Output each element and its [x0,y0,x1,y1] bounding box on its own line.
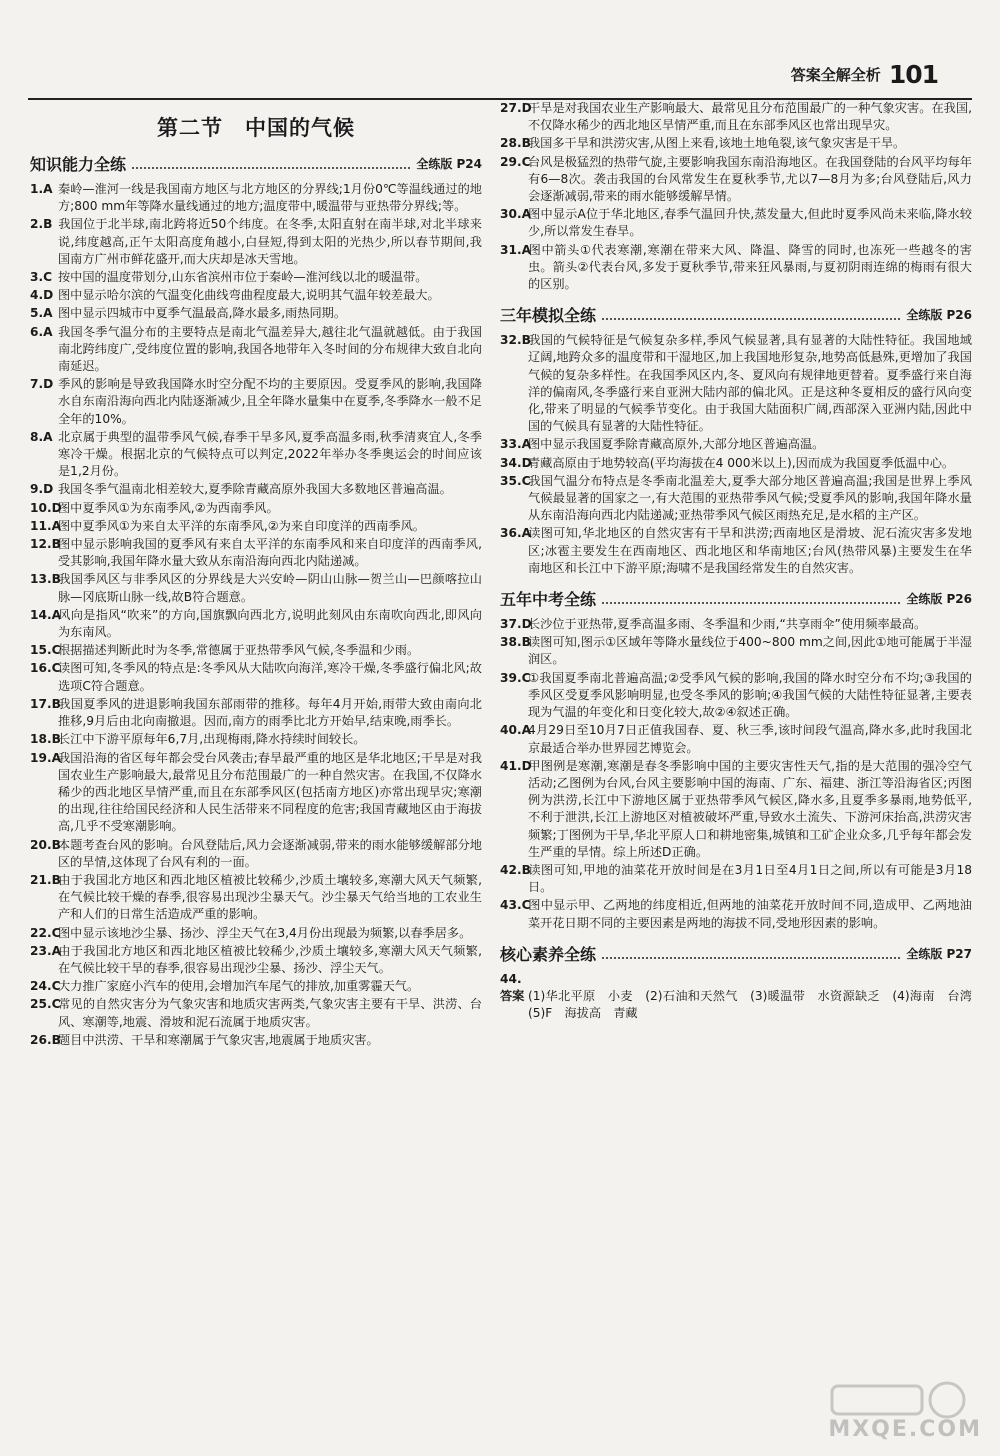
answer-item [500,634,972,668]
section-heading-core [500,942,972,965]
answer-number: 36.A [500,526,532,541]
answer-text: 图中显示甲、乙两地的纬度相近,但两地的油菜花开放时间不同,造成甲、乙两地油菜开花日期不同的主要因素是两地的海拔不同,受地形因素的影响。 [528,898,972,930]
answer-text: 图中显示影响我国的夏季风有来自太平洋的东南季风和来自印度洋的西南季风,受其影响,我国年降水量大致从东南沿海向西北内陆递减。 [58,537,482,569]
answer-item [30,660,482,694]
answer-item [500,670,972,722]
answer-text: 我国冬季气温分布的主要特点是南北气温差异大,越往北气温就越低。由于我国南北跨纬度广,受纬度位置的影响,我国各地带年入冬时间的分布规律大致自北向南延迟。 [58,324,482,374]
answer-number: 44.答案 [500,971,525,1003]
watermark-stamp-icon [812,1380,982,1420]
answer-text: 我国位于北半球,南北跨将近50个纬度。在冬季,太阳直射在南半球,对北半球来说,纬度越高,正午太阳高度角越小,白昼短,得到太阳的光热少,所以春节期间,我国南方广州市鲜花盛开,而大庆却是冰天雪地。 [58,217,482,266]
answer-text: ①我国夏季南北普遍高温;②受季风气候的影响,我国的降水时空分布不均;③我国的季风区受夏季风影响明显,也受冬季风的影响;④我国气候的大陆性特征显著,主要表现为气温的年变化和日变化较大,故②④叙述正确。 [528,670,972,720]
section-heading-ref: 全练版 P27 [906,946,972,961]
answer-item [30,500,482,517]
answer-text: 4月29日至10月7日正值我国春、夏、秋三季,该时间段气温高,降水多,此时我国北京最适合举办世界园艺博览会。 [528,723,972,755]
section-heading-ref: 全练版 P26 [906,592,972,607]
answer-text: 我国多干旱和洪涝灾害,从图上来看,该地土地龟裂,该气象灾害是干旱。 [528,136,906,151]
answer-number: 21.B [30,872,61,887]
answer-number: 11.A [30,518,62,533]
dotted-leader [602,593,900,604]
answer-text: 我国的气候特征是气候复杂多样,季风气候显著,具有显著的大陆性特征。我国地域辽阔,地跨众多的温度带和干湿地区,加上我国地形复杂,地势高低悬殊,更增加了我国气候的复杂多样性。在我国季风区内,冬、夏风向有规律地更替着。夏季盛行来自海洋的偏南风,冬季盛行来自亚洲大陆内部的偏北风。正是这种冬夏相反的盛行风向变化,带来了明显的气候季节变化。由于我国大陆面积广阔,西部深入亚洲内陆,因此中国的气候具有显著的大陆性特征。 [528,333,972,434]
answer-number: 8.A [30,429,53,444]
answer-text: 常见的自然灾害分为气象灾害和地质灾害两类,气象灾害主要有干旱、洪涝、台风、寒潮等,地震、滑坡和泥石流属于地质灾害。 [58,997,482,1029]
section-heading-five-year [500,587,972,610]
answer-list-right-d [500,971,985,1023]
answer-text: 我国沿海的省区每年都会受台风袭击;春旱最严重的地区是华北地区;干旱是对我国农业生产影响最大,最常见且分布范围最广的一种自然灾害。在我国,不仅降水稀少的西北地区旱情严重,而且在东部季风区(包括南方地区)亦常出现旱灾;寒潮的出现,往往给国民经济和人民生活带来不同程度的危害;我国青藏地区由于海拔高,几乎不受寒潮影响。 [58,750,482,834]
answer-item [500,100,972,134]
answer-text: 图中显示哈尔滨的气温变化曲线弯曲程度最大,说明其气温年较差最大。 [58,288,440,303]
answer-list-right-c [500,616,972,932]
answer-item [30,181,482,215]
answer-number: 35.C [500,473,531,488]
answer-number: 17.B [30,696,61,711]
answer-number: 18.B [30,732,61,747]
answer-number: 20.B [30,837,61,852]
section-heading-three-year [500,303,972,326]
section-title: 第二节 中国的气候 [157,116,355,140]
answer-text: 青藏高原由于地势较高(平均海拔在4 000米以上),因而成为我国夏季低温中心。 [528,455,955,470]
watermark-logo [812,1380,982,1442]
answer-item [500,722,972,756]
answer-number: 25.C [30,997,61,1012]
answer-item [30,642,482,659]
section-heading-ref: 全练版 P24 [416,157,482,171]
answer-item [30,429,482,481]
answer-text: 本题考查台风的影响。台风登陆后,风力会逐渐减弱,带来的雨水能够缓解部分地区的旱情,这体现了台风有利的一面。 [58,837,482,869]
answer-text: 图中夏季风①为来自太平洋的东南季风,②为来自印度洋的西南季风。 [58,518,425,533]
answer-text: 图中箭头①代表寒潮,寒潮在带来大风、降温、降雪的同时,也冻死一些越冬的害虫。箭头②代表台风,多发于夏秋季节,带来狂风暴雨,与夏初阴雨连绵的梅雨有很大的区别。 [528,242,972,292]
section-heading-name: 五年中考全练 [500,590,597,610]
answer-number: 1.A [30,182,53,196]
answer-text: 台风是极猛烈的热带气旋,主要影响我国东南沿海地区。在我国登陆的台风平均每年有6—8次。袭击我国的台风常发生在夏秋季节,尤以7—8月为多;台风登陆后,风力会逐渐减弱,带来的雨水能够缓解旱情。 [528,154,972,204]
answer-item [30,216,482,268]
answer-text: 我国气温分布特点是冬季南北温差大,夏季大部分地区普遍高温;我国是世界上季风气候最显著的国家之一,有大范围的亚热带季风气候;受夏季风的影响,我国年降水量从东南沿海向西北内陆递减;亚热带季风气候区雨热充足,是水稻的主产区。 [528,473,972,523]
answer-number: 13.B [30,572,61,587]
answer-item [500,525,972,577]
answer-text: 根据描述判断此时为冬季,常德属于亚热带季风气候,冬季温和少雨。 [58,643,420,658]
answer-number: 41.D [500,758,532,773]
answer-text: 题目中洪涝、干旱和寒潮属于气象灾害,地震属于地质灾害。 [58,1032,379,1047]
answer-number: 26.B [30,1032,61,1047]
answer-item [500,758,972,861]
answer-list-left [30,181,482,1049]
answer-number: 9.D [30,482,54,497]
answer-item [30,269,482,286]
answer-item [500,242,972,294]
answer-text: 图中显示我国夏季除青藏高原外,大部分地区普遍高温。 [528,437,825,452]
answer-number: 19.A [30,750,62,765]
answer-item [30,481,482,498]
answer-item [30,518,482,535]
answer-number: 7.D [30,377,54,392]
answer-item [30,607,482,641]
answer-number: 42.B [500,862,531,877]
dotted-leader [132,158,410,169]
answer-number: 3.C [30,270,53,285]
answer-text: 图中显示A位于华北地区,春季气温回升快,蒸发量大,但此时夏季风尚未来临,降水较少,所以常发生春旱。 [528,207,972,239]
answer-number: 38.B [500,635,531,650]
answer-item [500,154,972,206]
answer-list-right-a [500,100,972,293]
answer-number: 5.A [30,306,53,321]
answer-text: 读图可知,甲地的油菜花开放时间是在3月1日至4月1日之间,所以有可能是3月18日。 [528,862,972,895]
answer-number: 40.A [500,723,532,738]
answer-text: 读图可知,图示①区域年等降水量线位于400~800 mm之间,因此①地可能属于半湿润区。 [528,635,972,667]
dotted-leader [602,948,900,959]
answer-item [30,305,482,322]
answer-item [500,473,972,525]
answer-text: 秦岭—淮河一线是我国南方地区与北方地区的分界线;1月份0℃等温线通过的地方;800 mm年等降水量线通过的地方;温度带中,暖温带与亚热带分界线;等。 [58,182,482,214]
answer-number: 31.A [500,242,532,257]
answer-item [500,616,972,633]
answer-item [500,862,972,896]
answer-text: 读图可知,华北地区的自然灾害有干旱和洪涝;西南地区是滑坡、泥石流灾害多发地区;冰雹主要发生在西南地区、西北地区和华南地区;台风(热带风暴)主要发生在华南地区和长江中下游平原;海啸不是我国经常发生的自然灾害。 [528,526,972,575]
answer-number: 23.A [30,943,62,958]
page-header [791,60,938,89]
answer-number: 15.C [30,643,61,658]
answer-item [30,978,482,995]
answer-text: 我国季风区与非季风区的分界线是大兴安岭—阴山山脉—贺兰山—巴颜喀拉山脉—冈底斯山脉一线,故B符合题意。 [58,572,482,604]
answer-number: 2.B [30,217,53,232]
answer-item [30,943,482,977]
answer-item [30,925,482,942]
answer-text: 我国夏季风的进退影响我国东部雨带的推移。每年4月开始,雨带大致由南向北推移,9月后由北向南撤退。因而,南方的雨季比北方开始早,结束晚,雨季长。 [58,696,482,729]
answer-text: (1)华北平原 小麦 (2)石油和天然气 (3)暖温带 水资源缺乏 (4)海南 台湾 (5)F 海拔高 青藏 [528,988,985,1021]
answer-text: 大力推广家庭小汽车的使用,会增加汽车尾气的排放,加重雾霾天气。 [58,979,420,994]
answer-item [30,731,482,748]
answer-number: 29.C [500,154,531,169]
answer-number: 34.D [500,455,532,470]
answer-number: 37.D [500,617,532,632]
answer-text: 北京属于典型的温带季风气候,春季干旱多风,夏季高温多雨,秋季清爽宜人,冬季寒冷干燥。根据北京的气候特点可以判定,2022年举办冬季奥运会的时间应该是1,2月份。 [58,429,482,479]
answer-number: 30.A [500,207,532,222]
answer-text: 长沙位于亚热带,夏季高温多雨、冬季温和少雨,“共享雨伞”使用频率最高。 [528,617,927,632]
answer-number: 14.A [30,607,62,622]
answer-text: 我国冬季气温南北相差较大,夏季除青藏高原外我国大多数地区普遍高温。 [58,482,452,497]
answer-text: 图中夏季风①为东南季风,②为西南季风。 [58,500,279,515]
answer-text: 甲图例是寒潮,寒潮是春冬季影响中国的主要灾害性天气,指的是大范围的强冷空气活动;乙图例为台风,台风主要影响中国的海南、广东、福建、浙江等沿海省区;丙图例为洪涝,长江中下游地区属于亚热带季风气候区,降水多,且夏季多暴雨,地势低平,不利于泄洪,长江上游地区对植被破坏严重,导致水土流失、下游河床抬高,洪涝灾害频繁;丁图例为干旱,华北平原人口和耕地密集,城镇和工矿企业众多,几乎每年都会发生严重的旱情。综上所述D正确。 [528,758,972,859]
answer-text: 由于我国北方地区和西北地区植被比较稀少,沙质土壤较多,寒潮大风天气频繁,在气候比较干旱的春季,很容易出现沙尘暴、扬沙、浮尘天气。 [58,943,482,975]
answer-text: 图中显示该地沙尘暴、扬沙、浮尘天气在3,4月份出现最为频繁,以春季居多。 [58,925,472,940]
answer-number: 27.D [500,101,532,115]
left-column [30,102,482,1050]
page-number: 101 [888,60,938,89]
section-heading-name: 核心素养全练 [500,944,597,964]
answer-number: 12.B [30,537,61,552]
answer-text: 风向是指风“吹来”的方向,国旗飘向西北方,说明此刻风由东南吹向西北,即风向为东南风。 [58,607,482,640]
answer-number: 6.A [30,324,53,339]
answer-item [500,455,972,472]
answer-text: 季风的影响是导致我国降水时空分配不均的主要原因。受夏季风的影响,我国降水自东南沿海向西北内陆逐渐减少,且全年降水量集中在夏季,冬季降水一般不足全年的10%。 [58,377,482,426]
answer-number: 39.C [500,670,531,685]
answer-text: 读图可知,冬季风的特点是:冬季风从大陆吹向海洋,寒冷干燥,冬季盛行偏北风;故选项C符合题意。 [58,661,482,693]
answer-item [30,872,482,924]
section-heading-knowledge [30,152,482,175]
answer-number: 32.B [500,333,531,348]
answer-text: 按中国的温度带划分,山东省滨州市位于秦岭—淮河线以北的暖温带。 [58,270,428,285]
answer-item [30,376,482,428]
answer-list-right-b [500,332,972,577]
watermark-text: MXQE.COM [828,1417,982,1442]
answer-number: 33.A [500,437,532,452]
answer-item [30,1032,482,1049]
answer-number: 24.C [30,979,61,994]
dotted-leader [602,309,900,320]
answer-text: 由于我国北方地区和西北地区植被比较稀少,沙质土壤较多,寒潮大风天气频繁,在气候比较干燥的春季,很容易出现沙尘暴天气。沙尘暴天气给当地的工农业生产和人们的日常生活造成严重的影响。 [58,872,482,922]
header-title: 答案全解全析 [790,66,881,84]
answer-item [500,436,972,453]
answer-number: 16.C [30,661,61,676]
answer-item [500,332,972,435]
answer-number: 43.C [500,898,531,913]
answer-text: 图中显示四城市中夏季气温最高,降水最多,雨热同期。 [58,306,347,321]
answer-item [500,206,972,240]
answer-item [30,571,482,605]
section-heading-ref: 全练版 P26 [906,308,972,323]
answer-number: 28.B [500,136,531,151]
answer-text: 长江中下游平原每年6,7月,出现梅雨,降水持续时间较长。 [58,732,366,747]
answer-item [30,750,482,836]
answer-text: 干旱是对我国农业生产影响最大、最常见且分布范围最广的一种气象灾害。在我国,不仅降水稀少的西北地区旱情严重,而且在东部季风区也常出现旱灾。 [528,101,972,133]
answer-number: 22.C [30,925,61,940]
answer-item [30,287,482,304]
answer-item [500,135,972,152]
answer-item [500,897,972,931]
right-column [500,100,985,1023]
answer-item [30,996,482,1030]
answer-item [30,324,482,376]
answer-item [30,837,482,871]
answer-number: 4.D [30,288,54,303]
answer-item [30,696,482,730]
answer-item [30,536,482,570]
answer-number: 10.D [30,500,62,515]
section-heading-name: 知识能力全练 [30,155,127,174]
answer-item [500,971,985,1023]
section-heading-name: 三年模拟全练 [500,306,597,326]
